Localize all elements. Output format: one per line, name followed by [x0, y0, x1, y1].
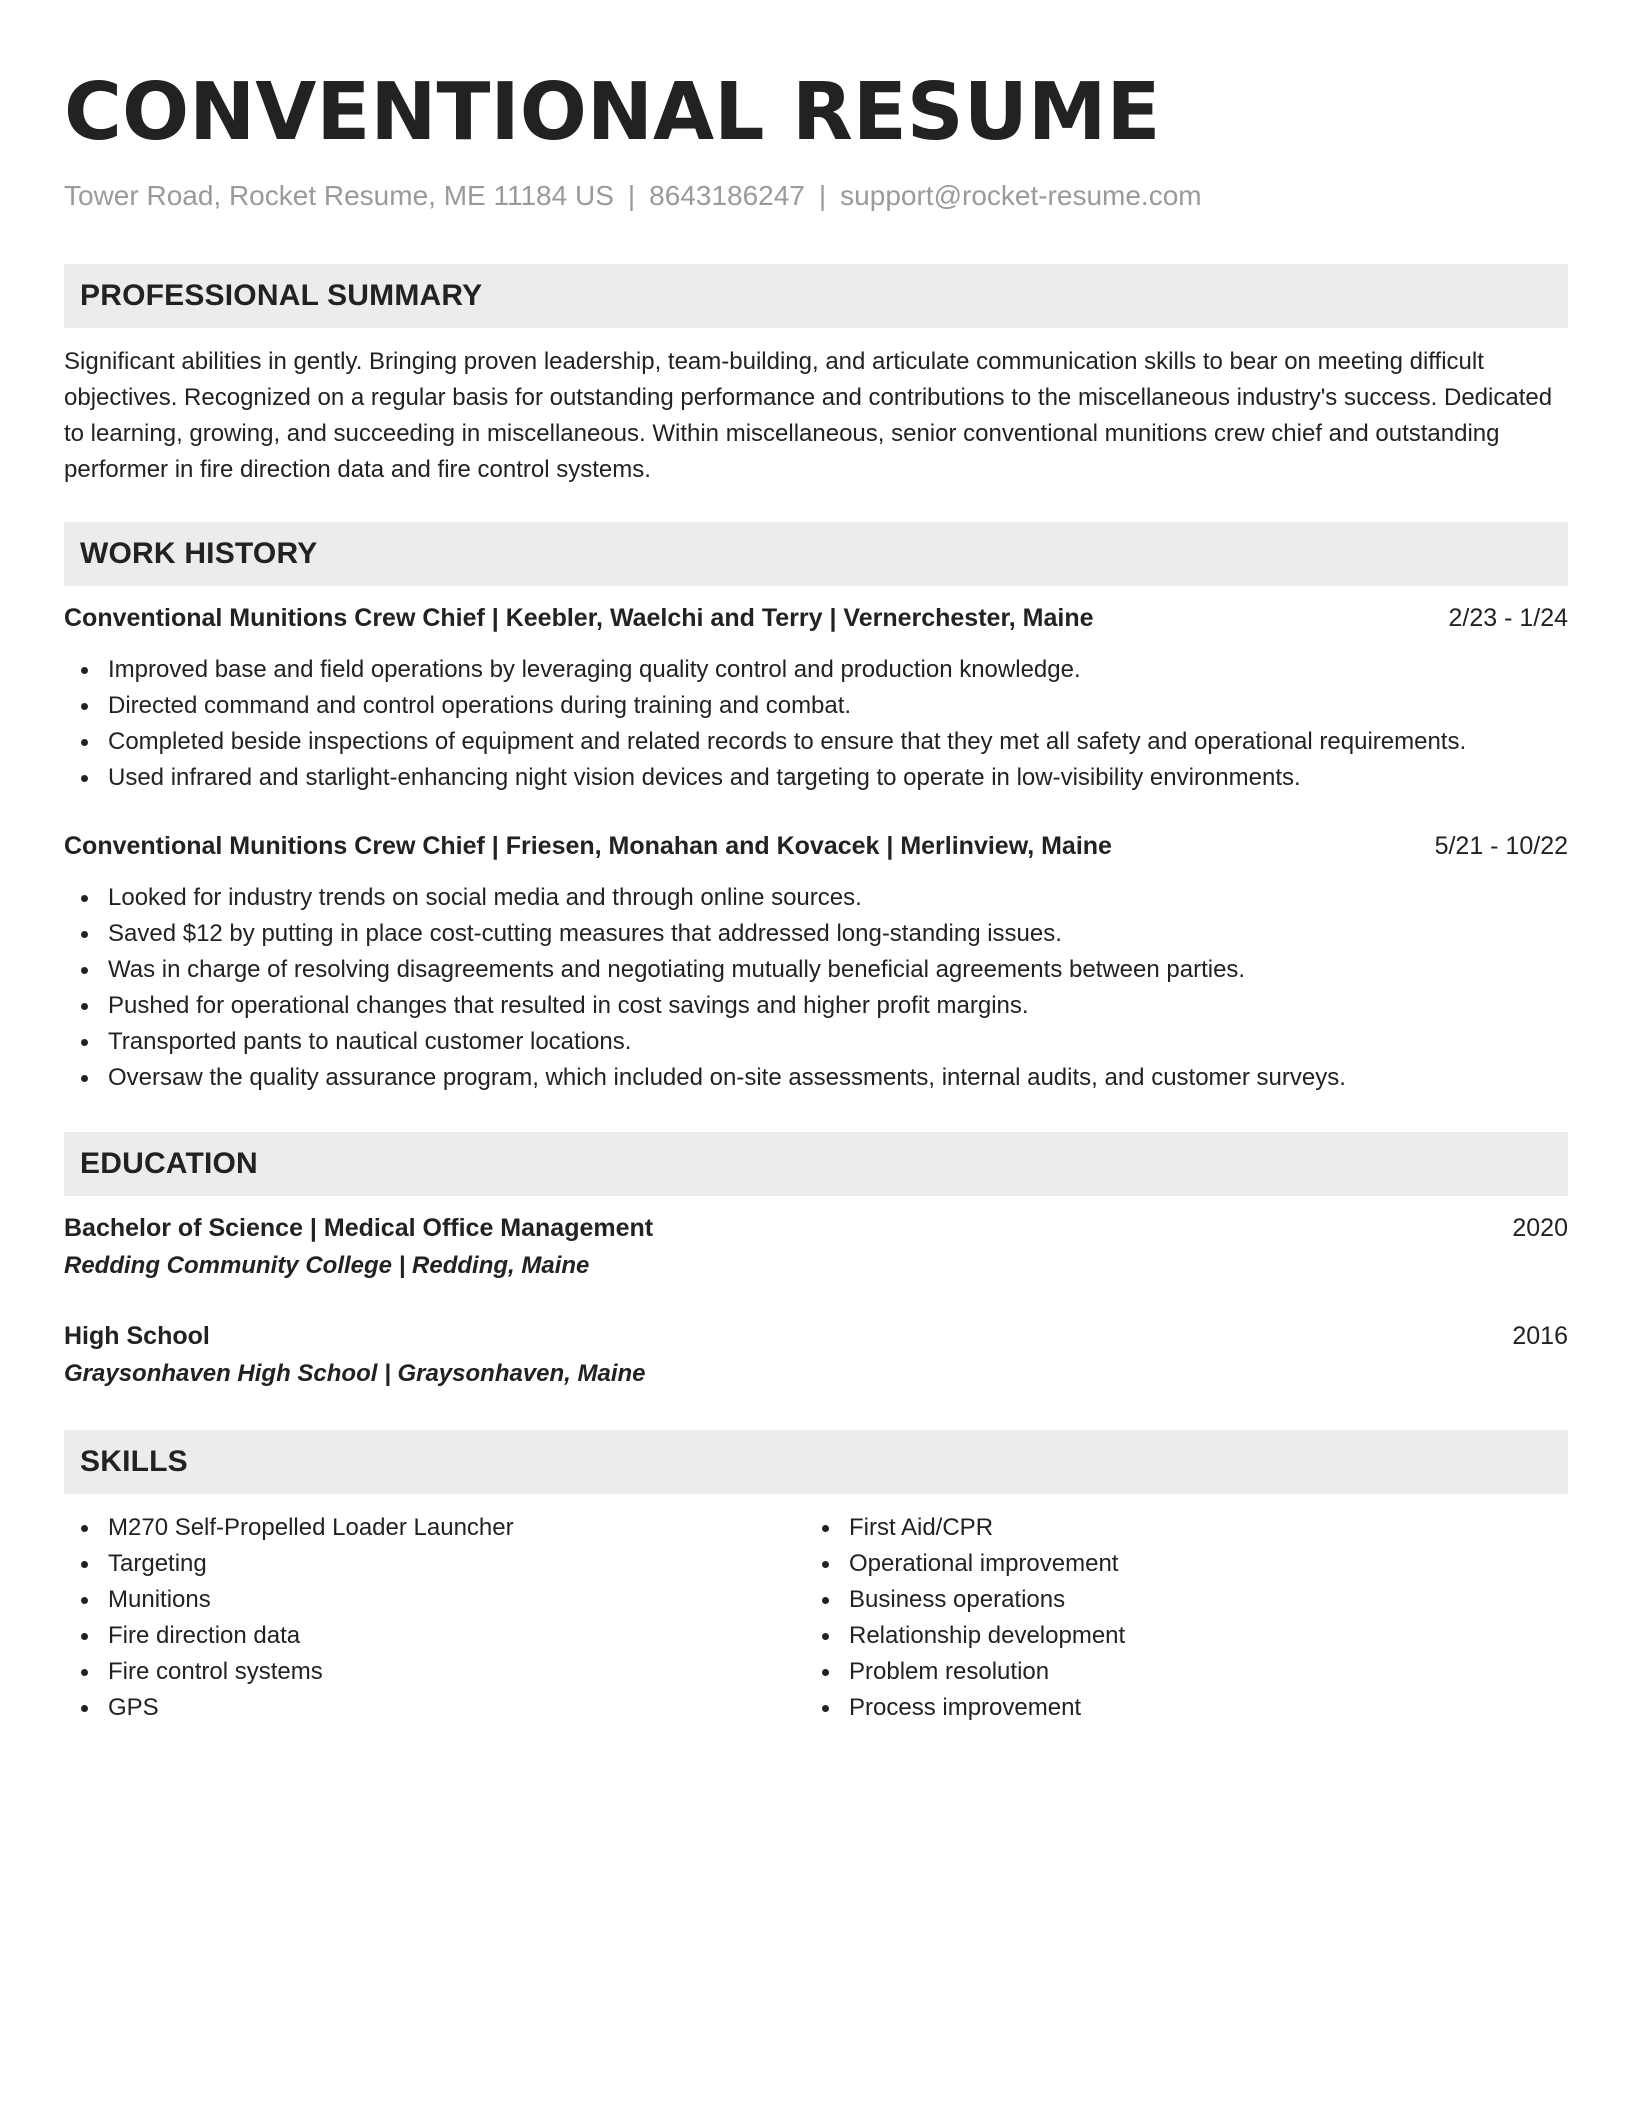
- list-item: First Aid/CPR: [805, 1510, 1546, 1546]
- list-item: Saved $12 by putting in place cost-cutting measures that addressed long-standing issues.: [64, 916, 1568, 952]
- job-entry: [64, 600, 1568, 796]
- list-item: Used infrared and starlight-enhancing night vision devices and targeting to operate in low-visibility environments.: [64, 760, 1568, 796]
- list-item: Fire direction data: [64, 1618, 805, 1654]
- job-bullets: [64, 652, 1568, 796]
- education-school: Redding Community College | Redding, Maine: [64, 1252, 590, 1279]
- list-item: Transported pants to nautical customer locations.: [64, 1024, 1568, 1060]
- education-header: [64, 1210, 1568, 1246]
- list-item: Operational improvement: [805, 1546, 1546, 1582]
- contact-separator: |: [627, 180, 636, 211]
- education-header: [64, 1318, 1568, 1354]
- education-entry: [64, 1318, 1568, 1392]
- summary-heading-bar: [64, 264, 1568, 328]
- job-title: Conventional Munitions Crew Chief | Friesen, Monahan and Kovacek | Merlinview, Maine: [64, 832, 1112, 860]
- education-heading: EDUCATION: [80, 1147, 258, 1180]
- list-item: Oversaw the quality assurance program, which included on-site assessments, internal audits, and customer surveys.: [64, 1060, 1568, 1096]
- skills-right-column: [805, 1510, 1546, 1726]
- list-item: Problem resolution: [805, 1654, 1546, 1690]
- skills-columns: [64, 1510, 1568, 1726]
- education-entry: [64, 1210, 1568, 1284]
- list-item: Targeting: [64, 1546, 805, 1582]
- list-item: Looked for industry trends on social media and through online sources.: [64, 880, 1568, 916]
- job-header: [64, 600, 1568, 636]
- work-heading: WORK HISTORY: [80, 537, 318, 570]
- candidate-name: CONVENTIONAL RESUME: [64, 66, 1161, 158]
- list-item: Pushed for operational changes that resulted in cost savings and higher profit margins.: [64, 988, 1568, 1024]
- job-dates: 2/23 - 1/24: [1448, 604, 1568, 632]
- job-entry: [64, 828, 1568, 1096]
- job-dates: 5/21 - 10/22: [1434, 832, 1568, 860]
- job-header: [64, 828, 1568, 864]
- list-item: Fire control systems: [64, 1654, 805, 1690]
- job-title: Conventional Munitions Crew Chief | Keebler, Waelchi and Terry | Vernerchester, Maine: [64, 604, 1094, 632]
- contact-separator: |: [818, 180, 827, 211]
- list-item: GPS: [64, 1690, 805, 1726]
- contact-line: [64, 178, 1568, 214]
- summary-heading: PROFESSIONAL SUMMARY: [80, 279, 483, 312]
- work-heading-bar: [64, 522, 1568, 586]
- list-item: Relationship development: [805, 1618, 1546, 1654]
- summary-text: Significant abilities in gently. Bringing proven leadership, team-building, and articulate communication skills to bear on meeting difficult objectives. Recognized on a regular basis for outstanding performance and contributions to the miscellaneous industry's success. Dedicated to learning, growing, and succeeding in miscellaneous. Within miscellaneous, senior conventional munitions crew chief and outstanding performer in fire direction data and fire control systems.: [64, 348, 1553, 483]
- education-degree: High School: [64, 1322, 210, 1350]
- list-item: Process improvement: [805, 1690, 1546, 1726]
- education-year: 2016: [1512, 1322, 1568, 1350]
- list-item: Completed beside inspections of equipment and related records to ensure that they met all safety and operational requirements.: [64, 724, 1568, 760]
- list-item: Munitions: [64, 1582, 805, 1618]
- education-heading-bar: [64, 1132, 1568, 1196]
- list-item: Was in charge of resolving disagreements and negotiating mutually beneficial agreements between parties.: [64, 952, 1568, 988]
- education-school: Graysonhaven High School | Graysonhaven, Maine: [64, 1360, 646, 1387]
- skills-heading: SKILLS: [80, 1445, 188, 1478]
- contact-email: support@rocket-resume.com: [840, 180, 1202, 211]
- list-item: Improved base and field operations by leveraging quality control and production knowledge.: [64, 652, 1568, 688]
- skills-heading-bar: [64, 1430, 1568, 1494]
- list-item: Business operations: [805, 1582, 1546, 1618]
- list-item: M270 Self-Propelled Loader Launcher: [64, 1510, 805, 1546]
- skills-left-column: [64, 1510, 805, 1726]
- education-year: 2020: [1512, 1214, 1568, 1242]
- contact-address: Tower Road, Rocket Resume, ME 11184 US: [64, 180, 614, 211]
- list-item: Directed command and control operations during training and combat.: [64, 688, 1568, 724]
- contact-phone: 8643186247: [649, 180, 805, 211]
- job-bullets: [64, 880, 1568, 1096]
- education-degree: Bachelor of Science | Medical Office Management: [64, 1214, 654, 1242]
